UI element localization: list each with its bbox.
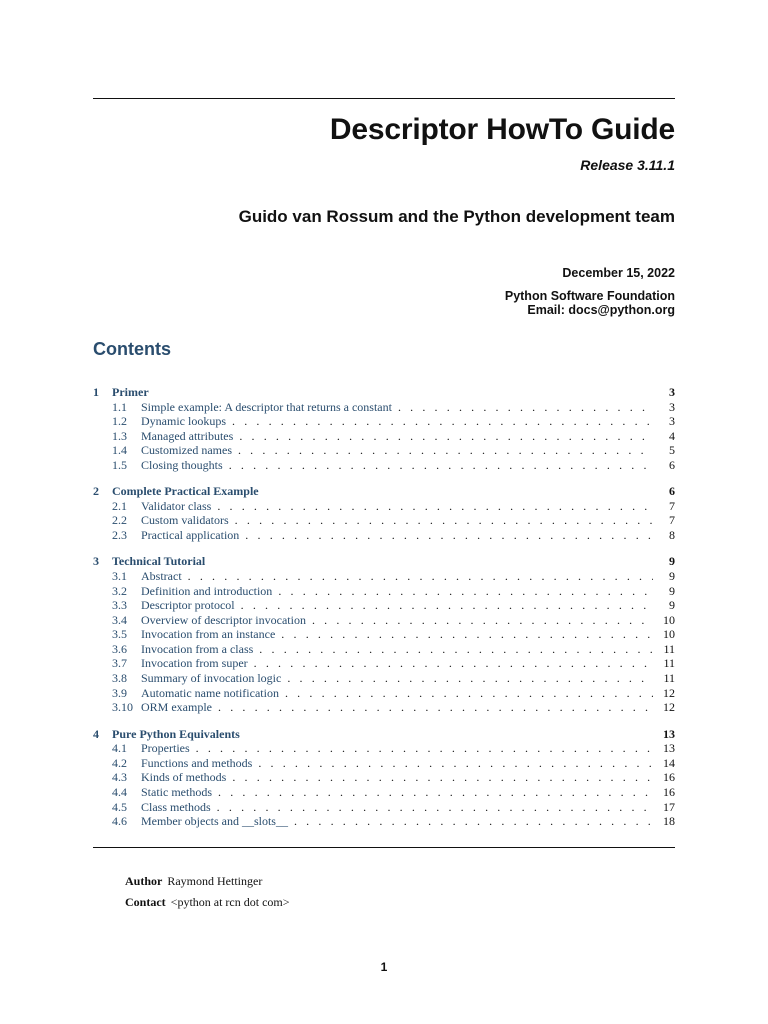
contact-label: Contact xyxy=(125,895,166,909)
dot-leader xyxy=(212,700,653,715)
dot-leader xyxy=(272,584,653,599)
toc-page-number: 4 xyxy=(669,428,675,443)
dot-leader xyxy=(252,756,653,771)
toc-item-label[interactable]: Customized names xyxy=(141,443,232,458)
toc-item-link[interactable] xyxy=(93,458,675,473)
toc-section-link[interactable] xyxy=(93,385,675,400)
toc-item-number: 3.1 xyxy=(112,568,127,583)
toc-item-number: 1.3 xyxy=(112,428,127,443)
toc-item-link[interactable] xyxy=(93,613,675,628)
dot-leader xyxy=(229,513,653,528)
release-label: Release 3.11.1 xyxy=(580,157,675,173)
toc-section-label[interactable]: Pure Python Equivalents xyxy=(112,726,240,741)
toc-item-link[interactable] xyxy=(93,429,675,444)
author-label: Author xyxy=(125,874,163,888)
dot-leader xyxy=(279,686,653,701)
toc-page-number: 3 xyxy=(669,414,675,429)
toc-item-label[interactable]: ORM example xyxy=(141,700,212,715)
toc-section xyxy=(93,385,675,473)
page-number: 1 xyxy=(380,960,388,974)
toc-item-label[interactable]: Dynamic lookups xyxy=(141,414,226,429)
dot-leader xyxy=(239,528,653,543)
toc-item-link[interactable] xyxy=(93,785,675,800)
toc-item-label[interactable]: Member objects and __slots__ xyxy=(141,814,288,829)
toc-item-label[interactable]: Managed attributes xyxy=(141,428,234,443)
toc-item-label[interactable]: Closing thoughts xyxy=(141,457,223,472)
toc-item-number: 2.1 xyxy=(112,498,127,513)
toc-item-label[interactable]: Custom validators xyxy=(141,513,229,528)
toc-item-number: 2.2 xyxy=(112,513,127,528)
dot-leader xyxy=(392,400,653,415)
dot-leader xyxy=(190,741,653,756)
toc-page-number: 16 xyxy=(663,784,675,799)
toc-page-number: 11 xyxy=(663,656,675,671)
toc-item-link[interactable] xyxy=(93,400,675,415)
toc-section-number: 4 xyxy=(93,726,99,741)
toc-item-number: 2.3 xyxy=(112,528,127,543)
dot-leader xyxy=(182,569,653,584)
toc-item-label[interactable]: Summary of invocation logic xyxy=(141,671,282,686)
toc-page-number: 12 xyxy=(663,700,675,715)
toc-section xyxy=(93,727,675,829)
toc-section-number: 2 xyxy=(93,484,99,499)
contact-field xyxy=(125,895,290,910)
toc-item-number: 4.2 xyxy=(112,755,127,770)
contact-email: Email: docs@python.org xyxy=(527,303,675,317)
toc-page-number: 6 xyxy=(669,484,675,499)
toc-page-number: 11 xyxy=(663,671,675,686)
dot-leader xyxy=(306,613,653,628)
toc-item-link[interactable] xyxy=(93,741,675,756)
toc-item-link[interactable] xyxy=(93,499,675,514)
publication-date: December 15, 2022 xyxy=(562,266,675,280)
toc-page-number: 13 xyxy=(663,741,675,756)
toc-item-number: 3.6 xyxy=(112,641,127,656)
toc-page-number: 9 xyxy=(669,568,675,583)
toc-item-number: 1.4 xyxy=(112,443,127,458)
toc-item-number: 3.4 xyxy=(112,612,127,627)
dot-leader xyxy=(226,770,653,785)
toc-page-number: 8 xyxy=(669,528,675,543)
dot-leader xyxy=(212,785,653,800)
toc-item-number: 1.2 xyxy=(112,414,127,429)
toc-page-number: 11 xyxy=(663,641,675,656)
toc-item-link[interactable] xyxy=(93,627,675,642)
toc-item-number: 3.3 xyxy=(112,598,127,613)
toc-section-number: 3 xyxy=(93,554,99,569)
toc-item-number: 4.3 xyxy=(112,770,127,785)
toc-item-link[interactable] xyxy=(93,814,675,829)
toc-section-label[interactable]: Technical Tutorial xyxy=(112,554,206,569)
toc-item-number: 3.9 xyxy=(112,685,127,700)
toc-item-label[interactable]: Invocation from super xyxy=(141,656,248,671)
dot-leader xyxy=(248,656,653,671)
toc-section-label[interactable]: Complete Practical Example xyxy=(112,484,259,499)
toc-page-number: 13 xyxy=(663,726,675,741)
dot-leader xyxy=(235,598,653,613)
toc-section-link[interactable] xyxy=(93,554,675,569)
toc-item-link[interactable] xyxy=(93,800,675,815)
toc-section xyxy=(93,554,675,715)
toc-item-link[interactable] xyxy=(93,443,675,458)
toc-item-label[interactable]: Kinds of methods xyxy=(141,770,227,785)
toc-item-number: 3.7 xyxy=(112,656,127,671)
toc-item-label[interactable]: Overview of descriptor invocation xyxy=(141,612,306,627)
dot-leader xyxy=(288,814,653,829)
toc-item-number: 4.4 xyxy=(112,784,127,799)
toc-item-label[interactable]: Class methods xyxy=(141,799,211,814)
dot-leader xyxy=(211,800,653,815)
toc-item-link[interactable] xyxy=(93,671,675,686)
toc-item-link[interactable] xyxy=(93,686,675,701)
toc-item-label[interactable]: Functions and methods xyxy=(141,755,253,770)
toc-item-link[interactable] xyxy=(93,528,675,543)
toc-page-number: 6 xyxy=(669,457,675,472)
toc-item-label[interactable]: Properties xyxy=(141,741,190,756)
contact-value: <python at rcn dot com> xyxy=(170,895,290,909)
toc-item-label[interactable]: Abstract xyxy=(141,568,182,583)
toc-item-label[interactable]: Invocation from an instance xyxy=(141,627,276,642)
dot-leader xyxy=(275,627,653,642)
toc-item-label[interactable]: Automatic name notification xyxy=(141,685,279,700)
toc-page-number: 5 xyxy=(669,443,675,458)
toc-page-number: 3 xyxy=(669,399,675,414)
toc-page-number: 16 xyxy=(663,770,675,785)
dot-leader xyxy=(232,443,653,458)
toc-item-number: 3.10 xyxy=(112,700,133,715)
toc-item-link[interactable] xyxy=(93,700,675,715)
toc-item-label[interactable]: Descriptor protocol xyxy=(141,598,235,613)
toc-item-number: 1.1 xyxy=(112,399,127,414)
toc-page-number: 10 xyxy=(663,627,675,642)
toc-item-link[interactable] xyxy=(93,642,675,657)
toc-item-label[interactable]: Practical application xyxy=(141,528,240,543)
author-field xyxy=(125,874,262,889)
toc-page-number: 7 xyxy=(669,498,675,513)
toc-item-label[interactable]: Invocation from a class xyxy=(141,641,254,656)
toc-item-label[interactable]: Validator class xyxy=(141,498,212,513)
toc-item-number: 3.2 xyxy=(112,583,127,598)
toc-page-number: 17 xyxy=(663,799,675,814)
top-rule xyxy=(93,98,675,99)
toc-item-link[interactable] xyxy=(93,770,675,785)
toc-item-number: 4.5 xyxy=(112,799,127,814)
document-title: Descriptor HowTo Guide xyxy=(329,113,675,146)
toc-item-number: 4.1 xyxy=(112,741,127,756)
bottom-rule xyxy=(93,847,675,848)
toc-section-link[interactable] xyxy=(93,727,675,742)
authors-line: Guido van Rossum and the Python development team xyxy=(238,207,675,226)
toc-section-number: 1 xyxy=(93,385,99,399)
toc-item-number: 3.5 xyxy=(112,627,127,642)
toc-page-number: 14 xyxy=(663,755,675,770)
author-value: Raymond Hettinger xyxy=(167,874,263,888)
contents-heading: Contents xyxy=(93,339,171,359)
dot-leader xyxy=(226,414,653,429)
toc-item-link[interactable] xyxy=(93,414,675,429)
toc-item-number: 3.8 xyxy=(112,671,127,686)
dot-leader xyxy=(211,499,653,514)
toc-item-link[interactable] xyxy=(93,569,675,584)
toc-item-label[interactable]: Static methods xyxy=(141,784,212,799)
toc-section-label[interactable]: Primer xyxy=(112,385,149,399)
toc-page-number: 18 xyxy=(663,814,675,829)
dot-leader xyxy=(253,642,653,657)
toc-item-link[interactable] xyxy=(93,598,675,613)
toc-item-link[interactable] xyxy=(93,656,675,671)
toc-item-link[interactable] xyxy=(93,584,675,599)
dot-leader xyxy=(233,429,653,444)
dot-leader xyxy=(223,458,653,473)
table-of-contents xyxy=(93,385,675,840)
toc-item-link[interactable] xyxy=(93,513,675,528)
toc-page-number: 9 xyxy=(669,583,675,598)
toc-item-number: 4.6 xyxy=(112,814,127,829)
organization-name: Python Software Foundation xyxy=(504,289,675,303)
toc-page-number: 3 xyxy=(669,385,675,399)
toc-section xyxy=(93,484,675,542)
dot-leader xyxy=(281,671,653,686)
toc-item-label[interactable]: Definition and introduction xyxy=(141,583,273,598)
toc-page-number: 7 xyxy=(669,513,675,528)
toc-item-number: 1.5 xyxy=(112,457,127,472)
toc-item-link[interactable] xyxy=(93,756,675,771)
toc-page-number: 9 xyxy=(669,598,675,613)
toc-page-number: 9 xyxy=(669,554,675,569)
toc-section-link[interactable] xyxy=(93,484,675,499)
toc-page-number: 10 xyxy=(663,612,675,627)
toc-item-label[interactable]: Simple example: A descriptor that returns a constant xyxy=(141,399,392,414)
toc-page-number: 12 xyxy=(663,685,675,700)
